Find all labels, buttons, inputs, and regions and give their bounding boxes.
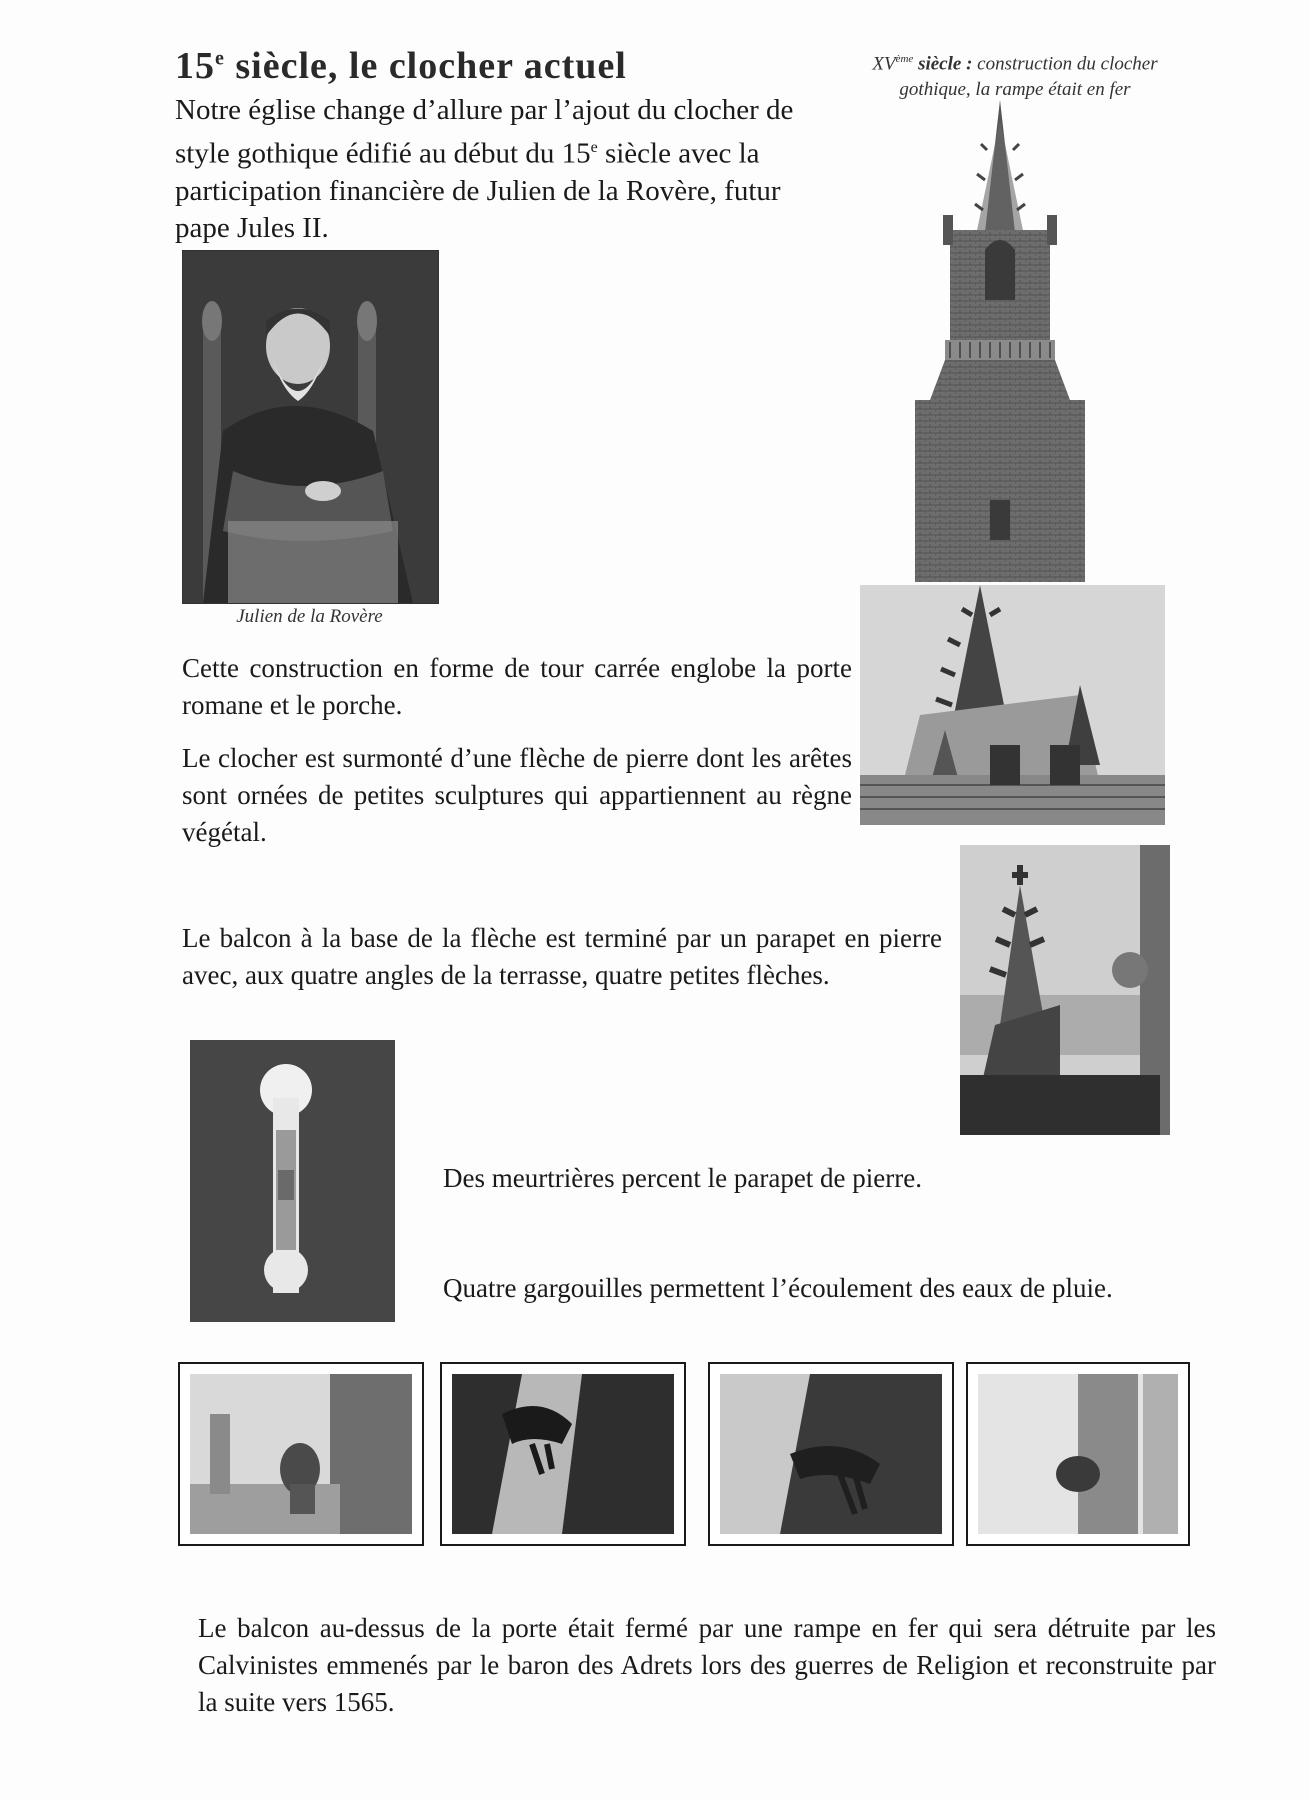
portrait-photo [182, 250, 439, 604]
gargoyle-photo-3 [708, 1362, 954, 1546]
paragraph-loopholes: Des meurtrières percent le parapet de pierre. [443, 1163, 922, 1193]
paragraph-spire: Le clocher est surmonté d’une flèche de pierre dont les arêtes sont ornées de petites sculptures qui appartiennent au règne végétal. [182, 743, 852, 847]
spire-photo [860, 585, 1165, 825]
gargoyle-image-2 [452, 1374, 674, 1534]
paragraph-railing: Le balcon au-dessus de la porte était fermé par une rampe en fer qui sera détruite par les Calvinistes emmenés par le baron des Adrets lors des guerres de Religion et reconstruite par la suite vers 1565. [198, 1613, 1216, 1717]
gargoyle-photo-1 [178, 1362, 424, 1546]
intro-paragraph: Notre église change d’allure par l’ajout du clocher de style gothique édifié au début du 15e siècle avec la participation financière de Julien de la Rovère, futur pape Jules II. [175, 94, 794, 244]
paragraph-square-tower: Cette construction en forme de tour carrée englobe la porte romane et le porche. [182, 653, 852, 720]
loophole-photo [190, 1040, 395, 1322]
gargoyle-image-1 [190, 1374, 412, 1534]
pinnacle-photo [960, 845, 1170, 1135]
gargoyle-photo-2 [440, 1362, 686, 1546]
gargoyle-image-3 [720, 1374, 942, 1534]
paragraph-balcony: Le balcon à la base de la flèche est terminé par un parapet en pierre avec, aux quatre angles de la terrasse, quatre petites flèches. [182, 923, 942, 990]
bell-tower-photo [905, 100, 1095, 582]
page-title: 15e siècle, le clocher actuel [175, 45, 627, 87]
gargoyle-photo-4 [966, 1362, 1190, 1546]
tower-caption: XVème siècle : construction du clocher gothique, la rampe était en fer [872, 53, 1158, 101]
paragraph-gargoyles: Quatre gargouilles permettent l’écoulement des eaux de pluie. [443, 1273, 1113, 1303]
pope-portrait-image [183, 251, 438, 603]
gargoyle-image-4 [978, 1374, 1178, 1534]
portrait-caption: Julien de la Rovère [236, 606, 383, 627]
